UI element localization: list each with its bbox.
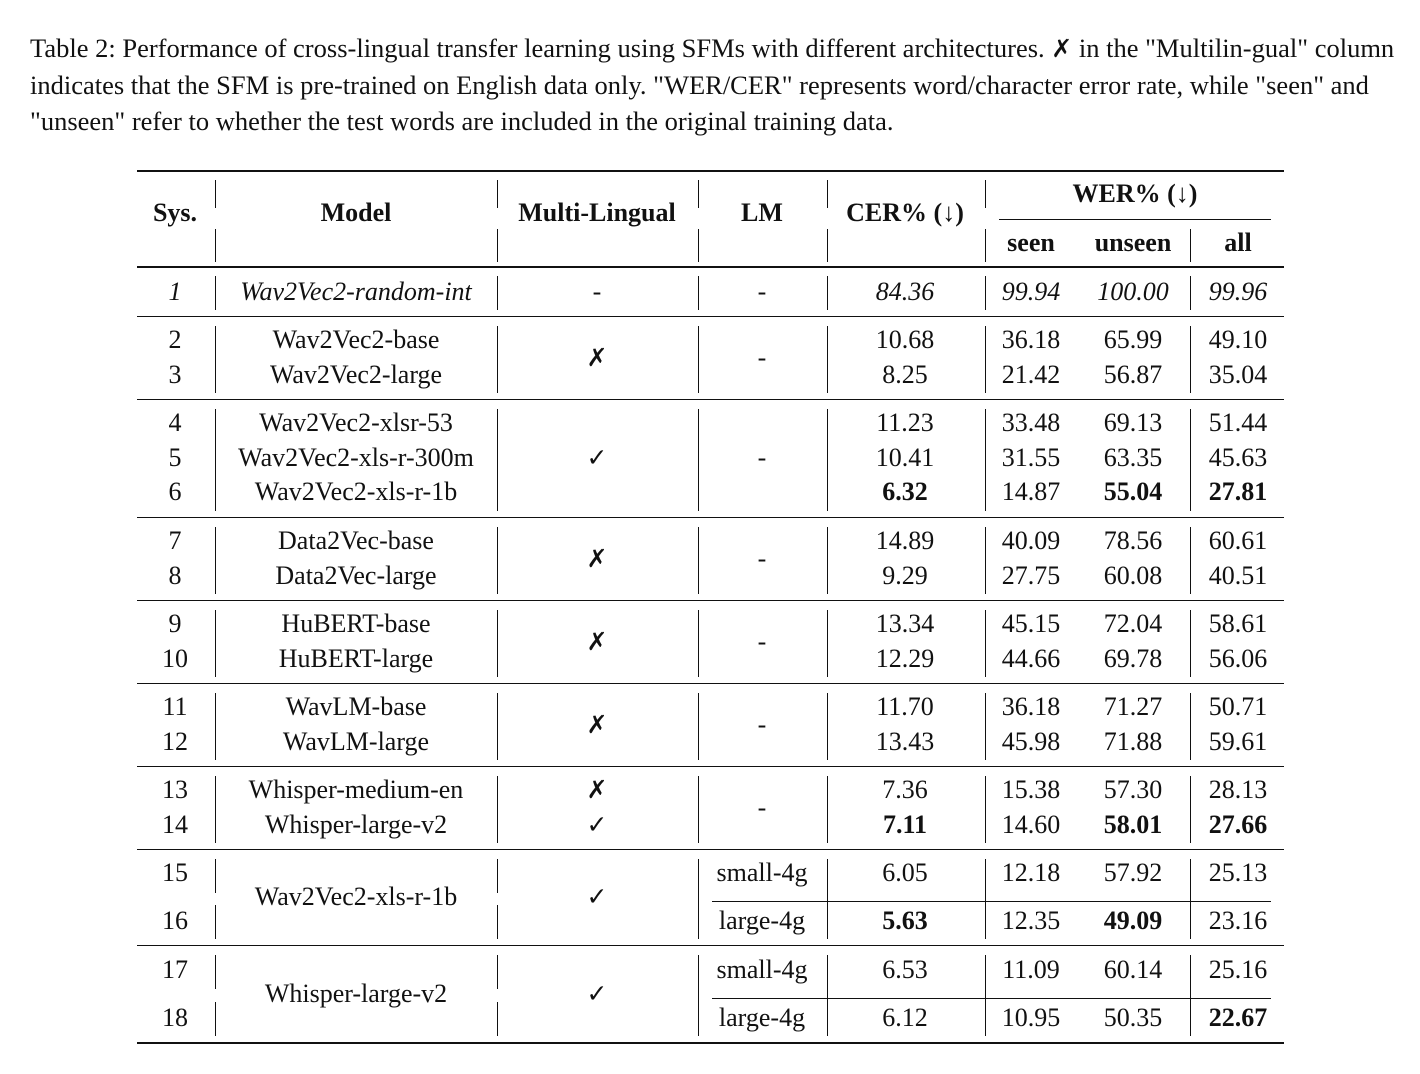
column-separator	[827, 955, 828, 1036]
column-separator	[827, 180, 828, 208]
column-separator	[698, 180, 699, 208]
table-cell-sys: 8	[168, 561, 182, 590]
column-separator	[497, 905, 498, 939]
table-cell-cer: 8.25	[882, 360, 928, 389]
table-cell-all: 25.13	[1208, 858, 1268, 887]
table-cell-seen: 27.75	[1001, 561, 1061, 590]
table-cell-cer: 6.32	[882, 477, 928, 506]
column-separator	[827, 326, 828, 393]
table-cell-all: 60.61	[1208, 526, 1268, 555]
table-cell-sys: 17	[162, 955, 188, 984]
column-separator	[215, 276, 216, 310]
column-separator	[985, 229, 986, 262]
column-separator	[827, 776, 828, 843]
table-cell-seen: 44.66	[1001, 644, 1061, 673]
header-lm: LM	[741, 198, 783, 227]
column-separator	[985, 776, 986, 843]
caption-text-1: Performance of cross-lingual transfer learning using SFMs with different architectures.	[122, 33, 1045, 63]
top-rule	[137, 170, 1284, 172]
table-cell-seen: 12.18	[1001, 858, 1061, 887]
table-cell-sys: 15	[162, 858, 188, 887]
header-multilingual: Multi-Lingual	[518, 198, 676, 227]
table-cell-all: 40.51	[1208, 561, 1268, 590]
table-cell-model: Wav2Vec2-large	[269, 360, 443, 389]
table-cell-all: 25.16	[1208, 955, 1268, 984]
group-rule	[137, 945, 1284, 946]
table-cell-unseen: 71.88	[1103, 727, 1163, 756]
column-separator	[215, 905, 216, 939]
group-rule	[137, 849, 1284, 850]
column-separator	[1190, 276, 1191, 310]
column-separator	[215, 326, 216, 393]
header-sys: Sys.	[152, 198, 198, 227]
table-cell-lm-group: -	[757, 277, 767, 306]
check-mark-icon: ✓	[586, 442, 608, 472]
table-cell-all: 27.66	[1208, 810, 1268, 839]
table-cell-lm: large-4g	[718, 906, 806, 935]
table-cell-all: 51.44	[1208, 408, 1268, 437]
table-cell-seen: 45.15	[1001, 609, 1061, 638]
table-cell-cer: 84.36	[875, 277, 935, 306]
column-separator	[497, 610, 498, 677]
cross-mark-icon: ✗	[586, 626, 608, 656]
table-cell-multilingual: -	[592, 277, 602, 306]
column-separator	[215, 180, 216, 208]
table-cell-cer: 6.53	[882, 955, 928, 984]
table-cell-seen: 99.94	[1001, 277, 1061, 306]
cross-mark-icon: ✗	[586, 342, 608, 372]
table-cell-sys: 14	[162, 810, 188, 839]
column-separator	[497, 693, 498, 760]
header-model: Model	[320, 198, 392, 227]
column-separator	[698, 276, 699, 310]
table-cell-seen: 31.55	[1001, 443, 1061, 472]
table-cell-all: 22.67	[1208, 1003, 1268, 1032]
table-cell-all: 50.71	[1208, 692, 1268, 721]
column-separator	[985, 610, 986, 677]
column-separator	[827, 527, 828, 594]
table-cell-seen: 33.48	[1001, 408, 1061, 437]
column-separator	[1190, 610, 1191, 677]
table-cell-model: Wav2Vec2-xls-r-1b	[254, 477, 458, 506]
table-cell-seen: 14.60	[1001, 810, 1061, 839]
header-rule	[137, 266, 1284, 268]
column-separator	[985, 955, 986, 1036]
bottom-rule	[137, 1042, 1284, 1044]
table-cell-cer: 14.89	[875, 526, 935, 555]
table-cell-lm-group: -	[757, 442, 767, 472]
table-cell-unseen: 72.04	[1103, 609, 1163, 638]
table-cell-sys: 12	[162, 727, 188, 756]
column-separator	[215, 610, 216, 677]
column-separator	[1190, 859, 1191, 939]
column-separator	[698, 693, 699, 760]
table-cell-seen: 36.18	[1001, 692, 1061, 721]
partial-rule	[712, 901, 1271, 902]
group-rule	[137, 683, 1284, 684]
table-cell-sys: 4	[168, 408, 182, 437]
column-separator	[1190, 776, 1191, 843]
table-cell-model: Wav2Vec2-random-int	[240, 277, 472, 306]
table-cell-model: Data2Vec-large	[275, 561, 437, 590]
table-cell-all: 49.10	[1208, 325, 1268, 354]
table-cell-unseen: 78.56	[1103, 526, 1163, 555]
check-mark-icon: ✓	[586, 979, 608, 1008]
column-separator	[698, 859, 699, 939]
table-cell-cer: 10.68	[875, 325, 935, 354]
column-separator	[985, 859, 986, 939]
table-cell-cer: 9.29	[882, 561, 928, 590]
column-separator	[1190, 955, 1191, 1036]
table-cell-lm-group: -	[757, 709, 767, 739]
table-cell-unseen: 71.27	[1103, 692, 1163, 721]
partial-rule	[712, 998, 1271, 999]
group-rule	[137, 316, 1284, 317]
column-separator	[698, 409, 699, 511]
table-cell-model-group: Wav2Vec2-xls-r-1b	[254, 882, 458, 911]
table-cell-seen: 10.95	[1001, 1003, 1061, 1032]
column-separator	[215, 859, 216, 893]
table-cell-sys: 1	[168, 277, 182, 306]
table-cell-cer: 5.63	[882, 906, 928, 935]
table-cell-unseen: 58.01	[1103, 810, 1163, 839]
table-cell-unseen: 60.08	[1103, 561, 1163, 590]
column-separator	[497, 409, 498, 511]
table-cell-cer: 11.23	[876, 408, 934, 437]
table-cell-lm-group: -	[757, 342, 767, 372]
group-rule	[137, 600, 1284, 601]
header-all: all	[1224, 228, 1252, 257]
table-cell-lm: small-4g	[716, 858, 808, 887]
column-separator	[698, 527, 699, 594]
table-cell-model: Wav2Vec2-xlsr-53	[259, 408, 453, 437]
table-cell-seen: 14.87	[1001, 477, 1061, 506]
column-separator	[497, 326, 498, 393]
cross-mark-icon: ✗	[1051, 34, 1073, 63]
table-cell-cer: 7.11	[882, 810, 928, 839]
table-cell-all: 58.61	[1208, 609, 1268, 638]
table-cell-model: WavLM-base	[285, 692, 427, 721]
header-wer: WER% (↓)	[1072, 179, 1198, 208]
column-separator	[215, 527, 216, 594]
table-cell-unseen: 60.14	[1103, 955, 1163, 984]
table-cell-unseen: 69.13	[1103, 408, 1163, 437]
caption-text-2: in the "Multilin-gual" column indicates that the SFM is pre-trained on English data only. "WER/CER" represents word/character error rate, while "seen" and "unseen" refer to whether the test words are included in the original training data.	[30, 33, 1395, 136]
column-separator	[215, 955, 216, 989]
column-separator	[215, 693, 216, 760]
table-cell-sys: 18	[162, 1003, 188, 1032]
column-separator	[497, 527, 498, 594]
column-separator	[497, 955, 498, 989]
table-cell-all: 59.61	[1208, 727, 1268, 756]
table-cell-model: Data2Vec-base	[278, 526, 434, 555]
table-caption	[30, 30, 1400, 139]
header-cer: CER% (↓)	[846, 198, 964, 227]
table-cell-seen: 45.98	[1001, 727, 1061, 756]
table-cell-sys: 13	[162, 775, 188, 804]
column-separator	[985, 326, 986, 393]
column-separator	[827, 693, 828, 760]
column-separator	[1190, 693, 1191, 760]
table-cell-model: HuBERT-base	[281, 609, 431, 638]
table-cell-unseen: 57.30	[1103, 775, 1163, 804]
table-cell-cer: 7.36	[882, 775, 928, 804]
group-rule	[137, 517, 1284, 518]
header-seen: seen	[1007, 228, 1055, 257]
column-separator	[497, 180, 498, 208]
table-cell-all: 23.16	[1208, 906, 1268, 935]
table-cell-sys: 10	[162, 644, 188, 673]
column-separator	[215, 1002, 216, 1036]
table-cell-model: Wav2Vec2-xls-r-300m	[238, 443, 474, 472]
column-separator	[1190, 527, 1191, 594]
table-cell-model: HuBERT-large	[278, 644, 434, 673]
column-separator	[698, 955, 699, 1036]
table-cell-unseen: 50.35	[1103, 1003, 1163, 1032]
column-separator	[985, 180, 986, 208]
table-cell-all: 45.63	[1208, 443, 1268, 472]
caption-label: Table 2:	[30, 33, 116, 63]
table-cell-seen: 21.42	[1001, 360, 1061, 389]
table-cell-unseen: 49.09	[1103, 906, 1163, 935]
table-cell-lm: large-4g	[718, 1003, 806, 1032]
table-cell-model: Whisper-large-v2	[264, 810, 448, 839]
table-cell-seen: 11.09	[1002, 955, 1060, 984]
column-separator	[985, 276, 986, 310]
table-cell-sys: 16	[162, 906, 188, 935]
table-cell-unseen: 63.35	[1103, 443, 1163, 472]
column-separator	[215, 229, 216, 262]
column-separator	[1190, 326, 1191, 393]
table-cell-cer: 6.12	[882, 1003, 928, 1032]
table-cell-sys: 9	[168, 609, 182, 638]
table-cell-lm-group: -	[757, 792, 767, 822]
table-cell-cer: 13.43	[875, 727, 935, 756]
table-cell-model: WavLM-large	[282, 727, 430, 756]
table-cell-unseen: 65.99	[1103, 325, 1163, 354]
table-cell-cer: 11.70	[876, 692, 934, 721]
header-unseen: unseen	[1094, 228, 1172, 257]
column-separator	[827, 409, 828, 511]
table-cell-sys: 2	[168, 325, 182, 354]
table-cell-sys: 5	[168, 443, 182, 472]
table-cell-all: 28.13	[1208, 775, 1268, 804]
table-cell-sys: 7	[168, 526, 182, 555]
table-cell-all: 35.04	[1208, 360, 1268, 389]
table-cell-model-group: Whisper-large-v2	[264, 979, 448, 1008]
table-cell-all: 99.96	[1208, 277, 1268, 306]
table-cell-all: 27.81	[1208, 477, 1268, 506]
table-cell-cer: 13.34	[875, 609, 935, 638]
column-separator	[827, 859, 828, 939]
column-separator	[985, 527, 986, 594]
column-separator	[698, 776, 699, 843]
table-cell-unseen: 100.00	[1097, 277, 1169, 306]
cross-mark-icon: ✗	[586, 543, 608, 573]
table-cell-unseen: 69.78	[1103, 644, 1163, 673]
column-separator	[698, 229, 699, 262]
column-separator	[215, 776, 216, 843]
table-cell-seen: 40.09	[1001, 526, 1061, 555]
table-cell-cer: 12.29	[875, 644, 935, 673]
table-cell-sys: 3	[168, 360, 182, 389]
table-cell-seen: 15.38	[1001, 775, 1061, 804]
column-separator	[698, 610, 699, 677]
column-separator	[827, 229, 828, 262]
table-cell-unseen: 57.92	[1103, 858, 1163, 887]
column-separator	[985, 693, 986, 760]
table-cell-model: Wav2Vec2-base	[272, 325, 440, 354]
table-cell-sys: 11	[162, 692, 188, 721]
column-separator	[497, 776, 498, 843]
table-cell-sys: 6	[168, 477, 182, 506]
check-mark-icon: ✓	[586, 882, 608, 911]
table-cell-cer: 6.05	[882, 858, 928, 887]
table-cell-model: Whisper-medium-en	[248, 775, 464, 804]
table-cell-seen: 36.18	[1001, 325, 1061, 354]
cross-mark-icon: ✗	[586, 775, 608, 804]
table-cell-cer: 10.41	[875, 443, 935, 472]
check-mark-icon: ✓	[586, 810, 608, 839]
column-separator	[497, 229, 498, 262]
column-separator	[215, 409, 216, 511]
table-cell-seen: 12.35	[1001, 906, 1061, 935]
column-separator	[827, 610, 828, 677]
table-cell-all: 56.06	[1208, 644, 1268, 673]
cross-mark-icon: ✗	[586, 709, 608, 739]
table-cell-lm-group: -	[757, 543, 767, 573]
column-separator	[1190, 229, 1191, 262]
table-cell-lm-group: -	[757, 626, 767, 656]
column-separator	[827, 276, 828, 310]
table-cell-lm: small-4g	[716, 955, 808, 984]
column-separator	[1190, 409, 1191, 511]
table-cell-unseen: 56.87	[1103, 360, 1163, 389]
group-rule	[137, 766, 1284, 767]
column-separator	[497, 276, 498, 310]
column-separator	[985, 409, 986, 511]
table-cell-unseen: 55.04	[1103, 477, 1163, 506]
column-separator	[497, 859, 498, 893]
column-separator	[497, 1002, 498, 1036]
group-rule	[137, 399, 1284, 400]
partial-rule	[999, 219, 1271, 220]
column-separator	[698, 326, 699, 393]
